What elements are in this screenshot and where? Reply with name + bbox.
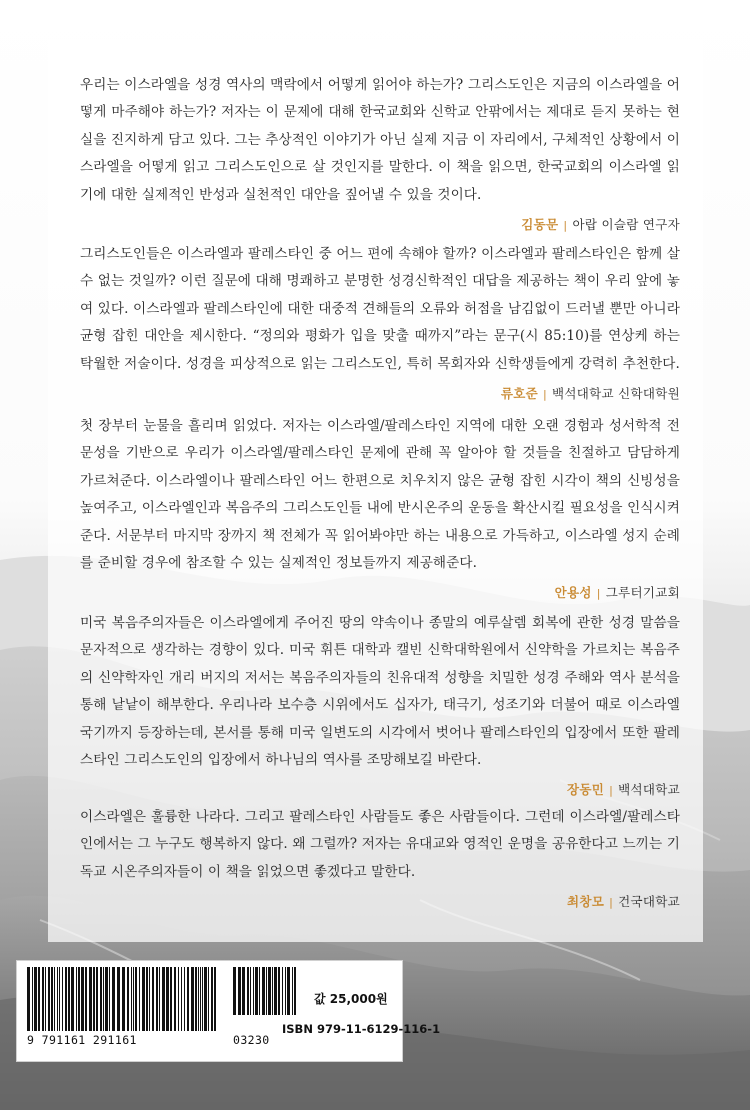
barcode-bar (109, 967, 110, 1031)
reviewer-affiliation: 백석대학교 신학대학원 (551, 386, 680, 402)
barcode-bar (122, 967, 125, 1031)
barcode-bar (71, 967, 74, 1031)
barcode-bar (166, 967, 169, 1031)
barcode-bar (27, 967, 30, 1031)
barcode-bar (178, 967, 179, 1031)
barcode-bar (89, 967, 92, 1031)
barcode-bar (48, 967, 50, 1031)
barcode-bar (85, 967, 87, 1031)
barcode-bar (133, 967, 134, 1031)
attribution-separator: | (596, 587, 601, 601)
reviewer-name: 류호준 (500, 386, 538, 402)
barcode-bar (68, 967, 70, 1031)
barcode-bar (259, 967, 260, 1015)
barcode-bar (268, 967, 271, 1015)
barcode-bar (100, 967, 102, 1031)
barcode-bar (42, 967, 44, 1031)
barcode-bar (162, 967, 165, 1031)
review-text: 이스라엘은 훌륭한 나라다. 그리고 팔레스타인 사람들도 좋은 사람들이다. 그런데 이스라엘/팔레스타인에서는 그 누구도 행복하지 않다. 왜 그럴까? 저자는 유대교와 영적인 운명을 공유한다고 느끼는 기독교 시온주의자들이 이 책을 읽었으면 좋겠다고 말한다. (80, 809, 680, 880)
barcode-bar (103, 967, 104, 1031)
review-1 (80, 72, 680, 233)
barcode-bar (278, 967, 280, 1015)
barcode-bar (152, 967, 154, 1031)
reviewer-name: 장동민 (566, 782, 605, 798)
review-attribution (80, 215, 680, 233)
barcode-bar (233, 967, 236, 1015)
isbn-barcode (16, 960, 229, 1062)
addon-digits: 03230 (233, 1033, 270, 1047)
barcode-bar (105, 967, 108, 1031)
review-attribution (80, 384, 680, 402)
review-text: 첫 장부터 눈물을 흘리며 읽었다. 저자는 이스라엘/팔레스타인 지역에 대한 오랜 경험과 성서학적 전문성을 기반으로 우리가 이스라엘/팔레스타인 문제에 관해 꼭 알아야 할 것들을 친절하고 담담하게 가르쳐준다. 이스라엘이나 팔레스타인 어느 한편으로 치우치지 않은 균형 잡힌 시각이 책의 신빙성을 높여주고, 이스라엘인과 복음주의 그리스도인들 내에 반시온주의 운동을 확산시킬 필요성을 인식시켜준다. 서문부터 마지막 장까지 책 전체가 꼭 읽어봐야만 하는 내용으로 가득하고, 이스라엘 성지 순례를 준비할 경우에 참조할 수 있는 실제적인 정보들까지 제공해준다. (80, 418, 680, 572)
review-2 (80, 241, 680, 402)
barcode-bar (250, 967, 251, 1015)
barcode-bar (96, 967, 98, 1031)
reviewer-name: 김동문 (521, 217, 559, 233)
barcode-bar (78, 967, 80, 1031)
barcode-bar (156, 967, 158, 1031)
addon-barcode (227, 960, 403, 1062)
reviewer-affiliation: 건국대학교 (618, 894, 680, 910)
barcode-bar (34, 967, 37, 1031)
barcode-bar (149, 967, 150, 1031)
barcode-bar (32, 967, 33, 1031)
barcode-bar (54, 967, 55, 1031)
attribution-separator: | (609, 784, 614, 798)
barcode-bar (272, 967, 273, 1015)
review-5 (80, 804, 680, 910)
barcode-bar (274, 967, 277, 1015)
barcode-bar (191, 967, 194, 1031)
barcode-bar (65, 967, 67, 1031)
barcode-bar (266, 967, 267, 1015)
barcode-bar (204, 967, 207, 1031)
review-attribution (80, 780, 680, 798)
isbn-text: ISBN 979-11-6129-116-1 (282, 1022, 441, 1036)
barcode-bars (27, 967, 219, 1031)
barcode-bar (59, 967, 60, 1031)
reviewer-name: 최창모 (566, 894, 605, 910)
barcode-bar (208, 967, 209, 1031)
barcode-bar (62, 967, 63, 1031)
barcode-bar (81, 967, 84, 1031)
barcode-bar (294, 967, 296, 1015)
barcode-bar (292, 967, 293, 1015)
barcode-bar (57, 967, 58, 1031)
barcode-bar (282, 967, 283, 1015)
barcode-bar (211, 967, 213, 1031)
review-attribution (80, 583, 680, 601)
reviewer-affiliation: 그루터기교회 (605, 585, 680, 601)
barcode-bar (238, 967, 241, 1015)
barcode-bar (170, 967, 172, 1031)
barcode-bar (262, 967, 265, 1015)
barcode-bar (287, 967, 290, 1015)
barcode-bar (195, 967, 197, 1031)
barcode-bar (242, 967, 245, 1015)
review-attribution (80, 892, 680, 910)
review-3 (80, 413, 680, 601)
barcode-bar (117, 967, 120, 1031)
barcode-bar (135, 967, 137, 1031)
barcode-bar (174, 967, 176, 1031)
barcode-bar (285, 967, 286, 1015)
barcode-bar (181, 967, 182, 1031)
barcode-bar (45, 967, 46, 1031)
barcode-bar (146, 967, 148, 1031)
barcode-bar (51, 967, 53, 1031)
barcode-bar (200, 967, 201, 1031)
barcode-digits: 9 791161 291161 (27, 1033, 137, 1047)
barcode-bar (255, 967, 258, 1015)
barcode-bar (38, 967, 40, 1031)
review-text: 우리는 이스라엘을 성경 역사의 맥락에서 어떻게 읽어야 하는가? 그리스도인은 지금의 이스라엘을 어떻게 마주해야 하는가? 저자는 이 문제에 대해 한국교회와 신학교 안팎에서는 제대로 듣지 못하는 현실을 진지하게 담고 있다. 그는 추상적인 이야기가 아닌 실제 지금 이 자리에서, 구체적인 상황에서 이스라엘을 어떻게 읽고 그리스도인으로 살 것인지를 말한다. 이 책을 읽으면, 한국교회의 이스라엘 읽기에 대한 실제적인 반성과 실천적인 대안을 짚어낼 수 있을 것이다. (80, 77, 680, 203)
attribution-separator: | (542, 388, 547, 402)
barcode-bar (112, 967, 115, 1031)
price-label: 값 25,000원 (314, 992, 388, 1006)
barcode-bar (184, 967, 185, 1031)
reviewer-affiliation: 아랍 이슬람 연구자 (572, 217, 680, 233)
review-text: 그리스도인들은 이스라엘과 팔레스타인 중 어느 편에 속해야 할까? 이스라엘과 팔레스타인은 함께 살 수 없는 것일까? 이런 질문에 대해 명쾌하고 분명한 성경신학적인 대답을 제공하는 책이 우리 앞에 놓여 있다. 이스라엘과 팔레스타인에 대한 대중적 견해들의 오류와 허점을 남김없이 드러낼 뿐만 아니라 균형 잡힌 대안을 제시한다. “정의와 평화가 입을 맞출 때까지”라는 문구(시 85:10)를 연상케 하는 탁월한 저술이다. 성경을 피상적으로 읽는 그리스도인, 특히 목회자와 신학생들에게 강력히 추천한다. (80, 246, 680, 372)
barcode-bar (214, 967, 216, 1031)
review-4 (80, 610, 680, 798)
barcode-bar (247, 967, 249, 1015)
barcode-bar (142, 967, 145, 1031)
reviewer-affiliation: 백석대학교 (618, 782, 680, 798)
attribution-separator: | (563, 219, 568, 233)
barcode-bar (131, 967, 132, 1031)
attribution-separator: | (609, 896, 614, 910)
barcode-bar (202, 967, 203, 1031)
reviewer-name: 안용성 (554, 585, 592, 601)
barcode-bar (139, 967, 140, 1031)
barcode-bar (253, 967, 254, 1015)
barcode-bar (159, 967, 160, 1031)
review-text: 미국 복음주의자들은 이스라엘에게 주어진 땅의 약속이나 종말의 예루살렘 회복에 관한 성경 말씀을 문자적으로 생각하는 경향이 있다. 미국 휘튼 대학과 캘빈 신학대학원에서 신약학을 가르치는 복음주의 신약학자인 개리 버지의 저서는 복음주의자들의 친유대적 성향을 치밀한 성경 주해와 역사 분석을 통해 낱낱이 해부한다. 우리나라 보수층 시위에서도 십자가, 태극기, 성조기와 더불어 때로 이스라엘 국기까지 등장하는데, 본서를 통해 미국 일변도의 시각에서 벗어나 팔레스타인의 입장에서 또한 팔레스타인 그리스도인의 입장에서 하나님의 역사를 조망해보길 바란다. (80, 615, 680, 769)
barcode-bar (93, 967, 95, 1031)
barcode-bar (187, 967, 189, 1031)
barcode-bar (127, 967, 129, 1031)
barcode-bar (76, 967, 77, 1031)
barcode-bar (198, 967, 199, 1031)
